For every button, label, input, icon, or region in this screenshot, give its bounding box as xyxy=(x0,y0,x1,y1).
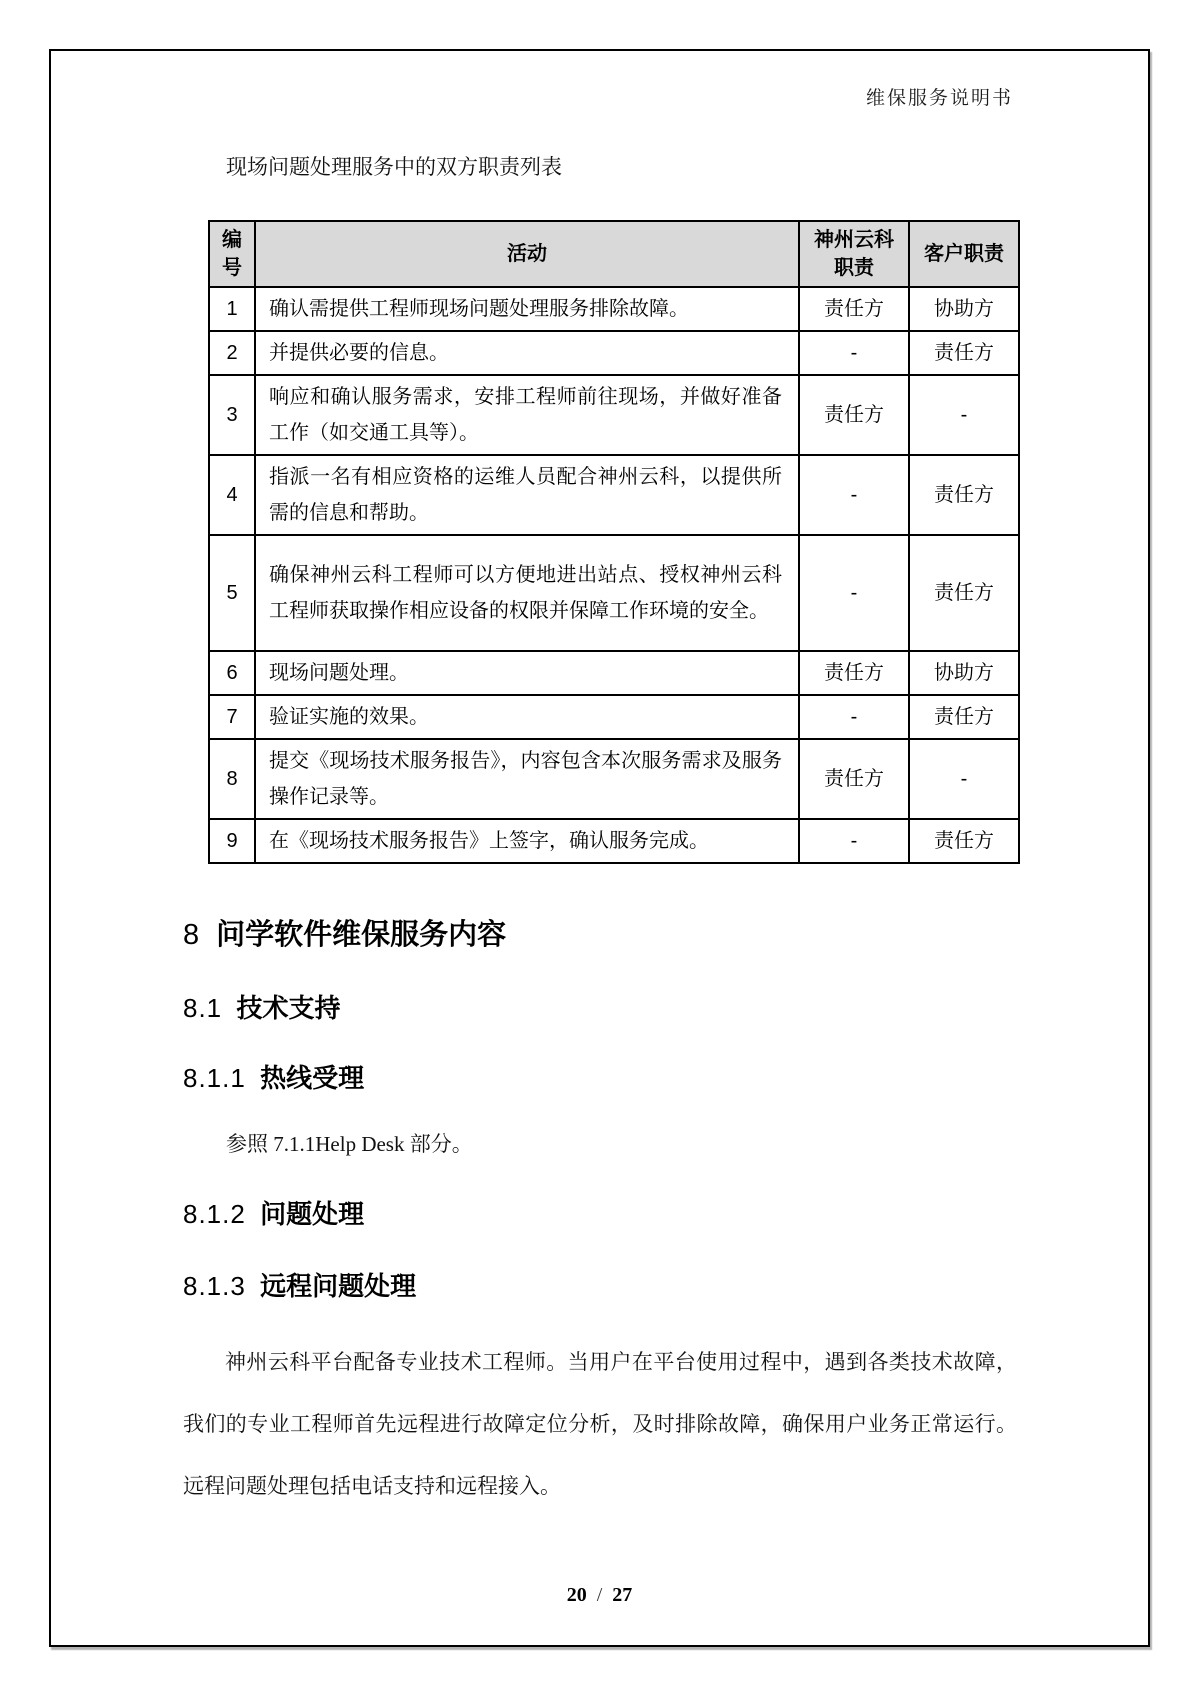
heading-title: 问题处理 xyxy=(260,1199,365,1229)
row-number-cell: 8 xyxy=(209,739,255,819)
row-number-cell: 7 xyxy=(209,695,255,739)
customer-responsibility-cell: 责任方 xyxy=(909,535,1019,651)
dcc-responsibility-cell: - xyxy=(799,535,909,651)
section-heading-8-1-2 xyxy=(183,1194,364,1231)
activity-cell: 在《现场技术服务报告》上签字，确认服务完成。 xyxy=(255,819,799,863)
customer-responsibility-cell: 协助方 xyxy=(909,651,1019,695)
document-header-title: 维保服务说明书 xyxy=(865,88,1013,109)
row-number-cell: 2 xyxy=(209,331,255,375)
heading-title: 热线受理 xyxy=(260,1063,365,1093)
activity-cell: 确认需提供工程师现场问题处理服务排除故障。 xyxy=(255,287,799,331)
remote-support-paragraph: 神州云科平台配备专业技术工程师。当用户在平台使用过程中，遇到各类技术故障，我们的专业工程师首先远程进行故障定位分析，及时排除故障，确保用户业务正常运行。远程问题处理包括电话支持和远程接入。 xyxy=(183,1351,1017,1498)
dcc-responsibility-cell: 责任方 xyxy=(799,651,909,695)
activity-cell: 验证实施的效果。 xyxy=(255,695,799,739)
heading-title: 问学软件维保服务内容 xyxy=(216,919,507,951)
header-cell-customer-responsibility: 客户职责 xyxy=(909,221,1019,287)
customer-responsibility-cell: - xyxy=(909,375,1019,455)
row-number-cell: 6 xyxy=(209,651,255,695)
page-number-current: 20 xyxy=(566,1584,587,1606)
row-number-cell: 5 xyxy=(209,535,255,651)
table-row xyxy=(209,695,1019,739)
section-heading-8-1-3 xyxy=(183,1266,416,1303)
header-cell-activity: 活动 xyxy=(255,221,799,287)
dcc-responsibility-cell: - xyxy=(799,819,909,863)
dcc-responsibility-cell: 责任方 xyxy=(799,375,909,455)
heading-title: 技术支持 xyxy=(236,993,341,1023)
reference-paragraph: 参照 7.1.1Help Desk 部分。 xyxy=(226,1132,473,1156)
table-row xyxy=(209,739,1019,819)
heading-number: 8.1.1 xyxy=(183,1063,246,1093)
heading-number: 8.1.3 xyxy=(183,1271,246,1301)
activity-cell: 现场问题处理。 xyxy=(255,651,799,695)
table-header-row xyxy=(209,221,1019,287)
dcc-responsibility-cell: 责任方 xyxy=(799,739,909,819)
customer-responsibility-cell: 责任方 xyxy=(909,819,1019,863)
customer-responsibility-cell: 责任方 xyxy=(909,695,1019,739)
table-row xyxy=(209,819,1019,863)
activity-cell: 并提供必要的信息。 xyxy=(255,331,799,375)
section-heading-8-1-1 xyxy=(183,1058,364,1095)
intro-paragraph: 现场问题处理服务中的双方职责列表 xyxy=(226,156,562,179)
row-number-cell: 4 xyxy=(209,455,255,535)
responsibilities-table xyxy=(208,220,1020,864)
heading-number: 8 xyxy=(183,919,201,951)
header-cell-number: 编号 xyxy=(209,221,255,287)
heading-number: 8.1.2 xyxy=(183,1199,246,1229)
section-heading-8 xyxy=(183,912,506,953)
heading-title: 远程问题处理 xyxy=(260,1271,417,1301)
header-cell-dcc-responsibility xyxy=(799,221,909,287)
customer-responsibility-cell: 责任方 xyxy=(909,331,1019,375)
dcc-responsibility-cell: - xyxy=(799,455,909,535)
page-number-total: 27 xyxy=(612,1584,633,1606)
table-row xyxy=(209,375,1019,455)
dcc-responsibility-cell: - xyxy=(799,331,909,375)
table-row xyxy=(209,287,1019,331)
customer-responsibility-cell: - xyxy=(909,739,1019,819)
row-number-cell: 9 xyxy=(209,819,255,863)
row-number-cell: 1 xyxy=(209,287,255,331)
activity-cell: 指派一名有相应资格的运维人员配合神州云科，以提供所需的信息和帮助。 xyxy=(255,455,799,535)
section-heading-8-1 xyxy=(183,988,340,1025)
header-dcc-line1: 神州云科 xyxy=(814,229,894,251)
table-row xyxy=(209,331,1019,375)
dcc-responsibility-cell: - xyxy=(799,695,909,739)
header-dcc-line2: 职责 xyxy=(834,257,874,279)
customer-responsibility-cell: 责任方 xyxy=(909,455,1019,535)
page-number-separator: / xyxy=(596,1584,603,1606)
activity-cell: 确保神州云科工程师可以方便地进出站点、授权神州云科工程师获取操作相应设备的权限并保障工作环境的安全。 xyxy=(255,535,799,651)
table-row xyxy=(209,535,1019,651)
row-number-cell: 3 xyxy=(209,375,255,455)
page-footer xyxy=(49,1584,1150,1607)
table-row xyxy=(209,455,1019,535)
activity-cell: 响应和确认服务需求，安排工程师前往现场，并做好准备工作（如交通工具等）。 xyxy=(255,375,799,455)
dcc-responsibility-cell: 责任方 xyxy=(799,287,909,331)
heading-number: 8.1 xyxy=(183,993,223,1023)
table-row xyxy=(209,651,1019,695)
activity-cell: 提交《现场技术服务报告》，内容包含本次服务需求及服务操作记录等。 xyxy=(255,739,799,819)
customer-responsibility-cell: 协助方 xyxy=(909,287,1019,331)
